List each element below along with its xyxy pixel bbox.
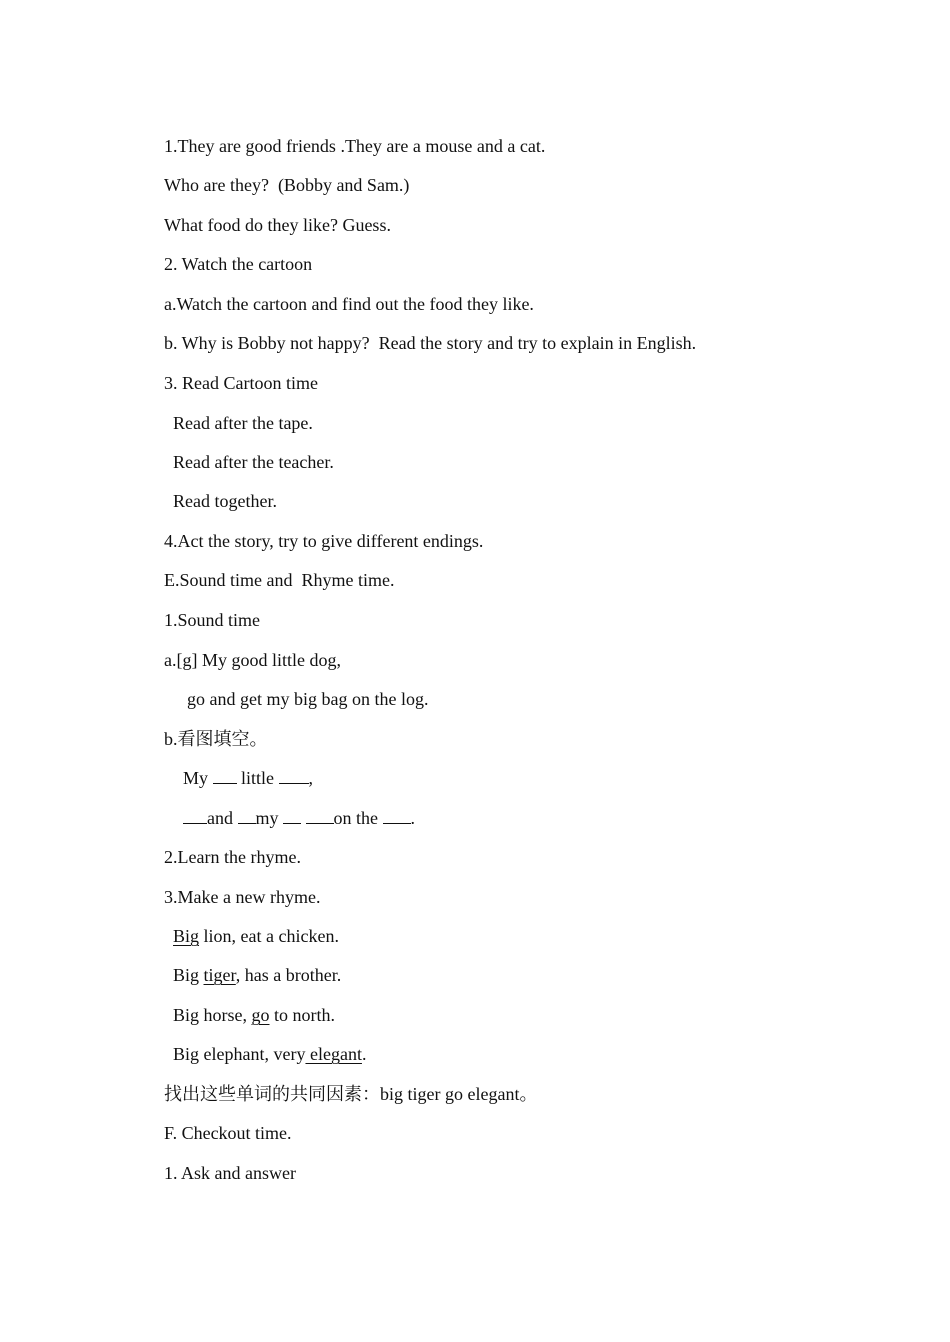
blank (213, 768, 237, 784)
rhyme-text: . (361, 1044, 367, 1064)
section-heading: 3.Make a new rhyme. (164, 887, 321, 907)
blank-word: my (255, 808, 279, 828)
section-heading: 3. Read Cartoon time (164, 373, 318, 393)
text-line: 找出这些单词的共同因素：big tiger go elegant。 (164, 1084, 538, 1104)
rhyme-line (173, 1043, 366, 1065)
section-heading: 2.Learn the rhyme. (164, 847, 301, 867)
blank-word: and (207, 808, 233, 828)
text-line: Read together. (173, 491, 277, 511)
section-heading: 1.Sound time (164, 610, 261, 630)
text-line: go and get my big bag on the log. (187, 689, 429, 709)
blank-word: My (183, 768, 209, 788)
underlined-word: elegant (305, 1044, 362, 1064)
blank (283, 808, 301, 824)
rhyme-line (173, 1004, 335, 1026)
text-line: a.Watch the cartoon and find out the food they like. (164, 294, 534, 314)
text-line: Who are they? (Bobby and Sam.) (164, 175, 410, 195)
rhyme-text: to north. (269, 1005, 335, 1025)
blank-word: on the (333, 808, 379, 828)
fill-blank-line (183, 767, 313, 789)
blank (306, 808, 334, 824)
rhyme-text: lion, eat a chicken. (199, 926, 339, 946)
blank (383, 808, 411, 824)
blank (279, 768, 309, 784)
fill-blank-line (183, 807, 415, 829)
blank-punctuation: , (308, 768, 314, 788)
text-line: Read after the teacher. (173, 452, 334, 472)
section-heading: E.Sound time and Rhyme time. (164, 570, 395, 590)
underlined-word: go (251, 1005, 270, 1025)
text-line: 1.They are good friends .They are a mouse and a cat. (164, 136, 546, 156)
text-line: b.看图填空。 (164, 729, 268, 749)
underlined-word: tiger (203, 965, 236, 985)
text-line: Read after the tape. (173, 413, 313, 433)
text-line: What food do they like? Guess. (164, 215, 391, 235)
text-line: a.[g] My good little dog, (164, 650, 341, 670)
blank-word: little (241, 768, 275, 788)
rhyme-line (173, 964, 341, 986)
rhyme-text: Big (173, 965, 204, 985)
section-heading: F. Checkout time. (164, 1123, 292, 1143)
underlined-word: Big (173, 926, 200, 946)
rhyme-text: Big elephant, very (173, 1044, 306, 1064)
rhyme-text: , has a brother. (235, 965, 342, 985)
blank (238, 808, 256, 824)
blank-punctuation: . (410, 808, 416, 828)
rhyme-line (173, 925, 339, 947)
text-line: b. Why is Bobby not happy? Read the story and try to explain in English. (164, 333, 697, 353)
section-heading: 2. Watch the cartoon (164, 254, 313, 274)
blank (183, 808, 207, 824)
rhyme-text: Big horse, (173, 1005, 252, 1025)
section-heading: 4.Act the story, try to give different endings. (164, 531, 484, 551)
section-heading: 1. Ask and answer (164, 1163, 296, 1183)
